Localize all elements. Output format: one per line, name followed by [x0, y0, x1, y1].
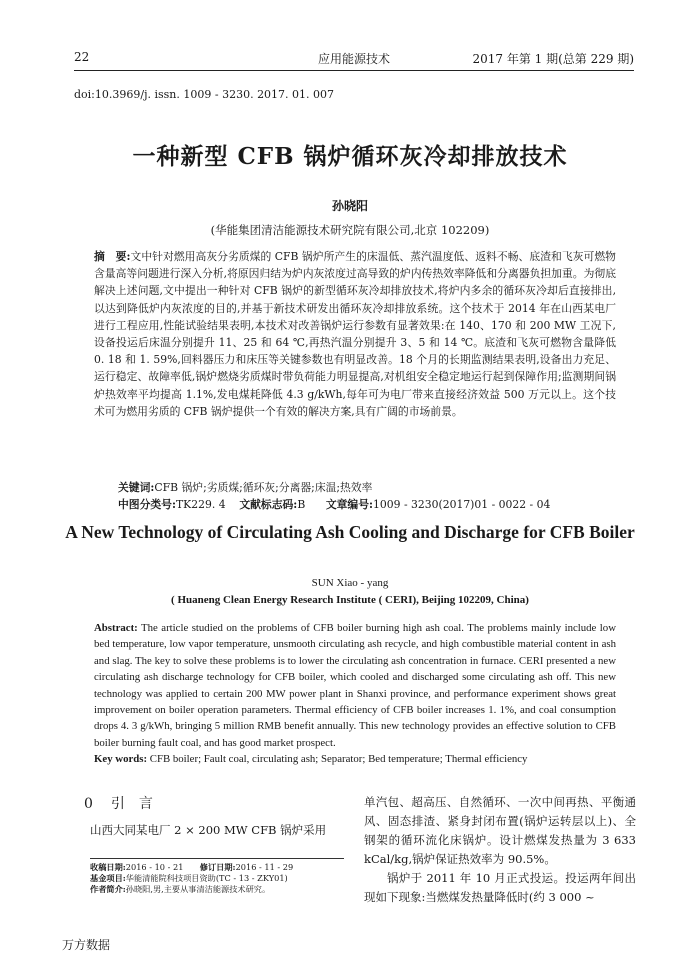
- section-title: 引言: [110, 796, 167, 812]
- journal-name: 应用能源技术: [317, 52, 390, 66]
- keywords-chinese: [118, 480, 372, 495]
- affiliation-english: ( Huaneng Clean Energy Research Institute ( CERI), Beijing 102209, China): [171, 594, 529, 606]
- bio-text: 孙晓阳,男,主要从事清洁能源技术研究。: [125, 884, 271, 894]
- affiliation-chinese: (华能集团清洁能源技术研究院有限公司,北京 102209): [210, 223, 490, 237]
- section-heading: [84, 793, 167, 813]
- author-english: SUN Xiao - yang: [311, 577, 389, 589]
- fund-label: 基金项目:: [90, 873, 126, 883]
- title-chinese: 一种新型 CFB 锅炉循环灰冷却排放技术: [132, 143, 568, 170]
- intro-right-column: [364, 793, 636, 907]
- abstract-chinese-text: 文中针对燃用高灰分劣质煤的 CFB 锅炉所产生的床温低、蒸汽温度低、返料不畅、底渣和飞灰可燃物含量高等问题进行深入分析,将原因归结为炉内灰浓度过高导致的炉内传热效率降低和分离器负担加重。为彻底解决上述问题,文中提出一种针对 CFB 锅炉的新型循环灰冷却排放技术,将炉内多余的循环灰冷却后直接排出,以达到降低炉内灰浓度的目的,并基于新技术研发出循环灰冷却排放系统。这个技术于 2014 年在山西某电厂进行工程应用,性能试验结果表明,本技术对改善锅炉运行参数有显著效果:在 140、170 和 200 MW 工况下,设备投运后床温分别提升 11、25 和 64 ℃,再热汽温分别提升 3、5 和 14 ℃。底渣和飞灰可燃物含量降低 0. 18 和 1. 59%,回料器压力和床压等关键参数也有明显改善。18 个月的长期监测结果表明,设备出力充足、运行稳定、故障率低,锅炉燃烧劣质煤时带负荷能力明显提高,对机组安全稳定地运行起到保障作用;监测期间锅炉热效率平均提高 1.1%,发电煤耗降低 4.3 g/kWh,每年可为电厂带来直接经济效益 500 万元以上。这个技术可为燃用劣质的 CFB 锅炉提供一个有效的解决方案,具有广阔的市场前景。: [94, 250, 616, 418]
- revised-date: 2016 - 11 - 29: [235, 862, 294, 872]
- author-chinese: 孙晓阳: [331, 199, 368, 213]
- abstract-english-label: Abstract:: [94, 622, 138, 634]
- keywords-english-label: Key words:: [94, 753, 148, 765]
- watermark: 万方数据: [62, 938, 111, 952]
- intro-right-paragraph-2: 锅炉于 2011 年 10 月正式投运。投运两年间出现如下现象:当燃煤发热量降低时(约 3 000 ~: [364, 871, 636, 904]
- article-id-value: 1009 - 3230(2017)01 - 0022 - 04: [373, 498, 551, 511]
- intro-right-paragraph-1: 单汽包、超高压、自然循环、一次中间再热、平衡通风、固态排渣、紧身封闭布置(锅炉运转层以上)、全钢架的循环流化床锅炉。设计燃煤发热量为 3 633 kCal/kg,锅炉保证热效率为 90.5%。: [364, 795, 636, 866]
- keywords-chinese-label: 关键词:: [118, 481, 155, 494]
- title-english: A New Technology of Circulating Ash Cooling and Discharge for CFB Boiler: [65, 522, 635, 542]
- abstract-chinese-label: 摘 要:: [94, 250, 131, 263]
- clc-value: TK229. 4: [175, 498, 226, 511]
- footnote-fund: [90, 873, 348, 884]
- abstract-chinese: [94, 248, 616, 420]
- footnote-rule: [90, 858, 344, 859]
- page-number: 22: [74, 50, 90, 64]
- classification-line: [118, 497, 550, 512]
- footnote: [90, 862, 348, 895]
- keywords-chinese-text: CFB 锅炉;劣质煤;循环灰;分离器;床温;热效率: [154, 481, 373, 494]
- received-label: 收稿日期:: [90, 862, 126, 872]
- doc-code-value: B: [297, 498, 306, 511]
- doi: doi:10.3969/j. issn. 1009 - 3230. 2017. 01. 007: [74, 88, 335, 101]
- issue-info: 2017 年第 1 期(总第 229 期): [472, 52, 634, 66]
- header-rule: [74, 70, 634, 71]
- abstract-english-text: The article studied on the problems of CFB boiler burning high ash coal. The problems mainly include low bed temperature, low vapor temperature, unsmooth circulating ash recycle, and high combustible material content in ash and slag. The key to solve these problems is to lower the circulating ash concentration in furnace. CERI presented a new circulating ash discharge technology for CFB boiler, which cooled and discharged some circulating ash off. This new technology was applied to certain 200 MW power plant in Shanxi province, and performance experiment shows great improvement on boiler operation parameters. Thermal efficiency of CFB boiler increases 1. 1%, and coal consumption drops 4. 3 g/kWh, bringing 5 million RMB benefit annually. This new technology provides an effective solution to CFB boiler burning fault coal, and has good market prospect.: [94, 622, 616, 749]
- revised-label: 修订日期:: [199, 862, 236, 872]
- running-header: [74, 50, 634, 70]
- doc-code-label: 文献标志码:: [239, 498, 298, 511]
- intro-left-text: 山西大同某电厂 2 × 200 MW CFB 锅炉采用: [90, 823, 327, 837]
- footnote-dates: [90, 862, 348, 873]
- fund-text: 华能清能院科技项目资助(TC - 13 - ZKY01): [125, 873, 288, 883]
- article-id-label: 文章编号:: [325, 498, 374, 511]
- footnote-bio: [90, 884, 348, 895]
- abstract-english: [94, 620, 616, 751]
- keywords-english-text: CFB boiler; Fault coal, circulating ash; Separator; Bed temperature; Thermal efficiency: [149, 753, 528, 765]
- bio-label: 作者简介:: [90, 884, 126, 894]
- keywords-english: [94, 753, 634, 765]
- section-number: 0: [84, 796, 93, 812]
- received-date: 2016 - 10 - 21: [125, 862, 184, 872]
- clc-label: 中图分类号:: [118, 498, 176, 511]
